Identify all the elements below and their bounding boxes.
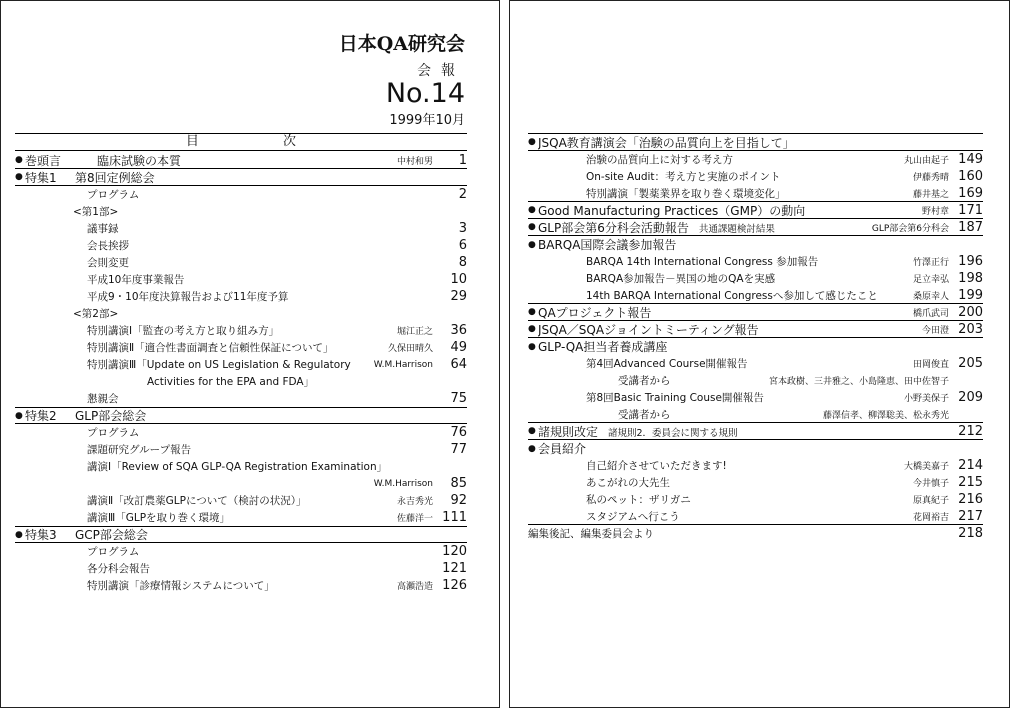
toc-entry[interactable] [15,288,467,305]
toc-section-jsqa-sqa[interactable] [528,321,983,338]
toc-section-jsqa-education[interactable] [528,134,983,151]
toc-section-qa-project[interactable] [528,304,983,321]
toc-entry[interactable] [15,458,467,475]
entry-author: GLP部会第6分科会 [871,223,949,234]
section-title [538,423,949,440]
entry-page: 171 [958,202,983,218]
entry-author: 今田澄 [921,325,949,336]
entry-author: 伊藤秀晴 [912,173,949,183]
entry-title: 自己紹介させていただきます! [586,460,727,472]
entry-title: 臨床試験の本質 [97,153,182,168]
entry-title: 議事録 [87,223,119,235]
toc-entry[interactable] [528,168,983,185]
entry-page: 205 [958,356,983,371]
section-label: 巻頭言 [25,153,62,168]
entry-title: 特別講演Ⅲ「Update on US Legislation & Regulatory [87,359,351,371]
toc-entry[interactable] [528,253,983,270]
section-note: 共通課題検討結果 [698,223,775,235]
entry-author: 今井慎子 [912,479,949,489]
entry-page: 187 [958,219,983,235]
section-title: 第8回定例総会 [75,170,155,185]
entry-page: 215 [958,475,983,490]
bullet-icon: ● [528,307,536,317]
toc-entry[interactable] [528,270,983,287]
entry-page: 2 [458,187,467,202]
toc-entry[interactable] [15,339,467,356]
entry-author: 永吉秀光 [396,497,433,507]
toc-entry[interactable] [528,491,983,508]
bullet-icon: ● [528,222,536,232]
entry-title: 編集後記、編集委員会より [528,528,654,540]
entry-author: 藤澤信孝、柳澤聡美、松永秀光 [822,410,949,421]
toc-section-rules[interactable] [528,423,983,440]
part-heading [15,305,467,322]
toc-entry[interactable] [15,492,467,509]
bullet-icon: ● [528,426,536,436]
section-title: GLP-QA担当者養成講座 [538,340,668,354]
entry-page: 85 [450,476,467,491]
bullet-icon: ● [15,172,23,182]
entry-title: 第8回Basic Training Couse開催報告 [586,392,764,404]
entry-page: 92 [450,493,467,508]
toc-entry[interactable] [528,508,983,525]
section-title: GCP部会総会 [75,528,148,542]
entry-title: 懇親会 [87,393,119,405]
entry-page: 75 [450,391,467,406]
bulletin-label: 会報 [417,63,465,79]
toc-entry[interactable] [15,543,467,560]
entry-title: スタジアムへ行こう [586,510,680,523]
toc-entry[interactable] [528,457,983,474]
entry-title: プログラム [87,189,140,201]
toc-entry[interactable] [15,577,467,594]
toc-section-feature3[interactable] [15,526,467,543]
entry-page: 203 [958,321,983,337]
entry-page: 149 [958,152,983,167]
toc-entry[interactable] [528,406,983,423]
toc-entry[interactable] [15,237,467,254]
entry-page: 196 [958,254,983,269]
toc-entry-continuation [15,475,467,492]
entry-page: 29 [450,289,467,304]
entry-title: 講演Ⅱ「改訂農薬GLPについて（検討の状況）」 [87,495,307,507]
toc-entry[interactable] [528,185,983,202]
entry-author: 大橋美嘉子 [903,462,949,472]
issue-number: No.14 [385,78,465,109]
toc-entry[interactable] [15,560,467,577]
entry-page: 214 [958,458,983,473]
masthead [339,29,465,128]
entry-title: 特別講演Ⅱ「適合性書面調査と信頼性保証について」 [87,342,334,354]
entry-page: 49 [450,340,467,355]
toc-entry[interactable] [528,474,983,491]
section-label: 特集3 [25,528,57,542]
entry-page: 199 [958,287,983,303]
entry-page: 217 [958,508,983,524]
toc-entry[interactable] [15,271,467,288]
toc-entry-postscript[interactable] [528,525,983,542]
entry-title: 講演Ⅰ「Review of SQA GLP-QA Registration Examination」 [87,461,388,473]
entry-title: プログラム [87,546,140,558]
entry-author: 小野美保子 [903,394,949,404]
entry-page: 216 [958,492,983,507]
entry-page: 126 [442,578,467,593]
entry-page: 200 [958,304,983,320]
bullet-icon: ● [528,341,536,352]
toc-entry[interactable] [15,186,467,203]
toc-section-barqa[interactable] [528,236,983,253]
entry-page: 64 [450,357,467,372]
toc-title: 目 次 [15,133,467,151]
toc-entry[interactable] [15,441,467,458]
right-page [509,0,1010,708]
entry-title-continued: Activities for the EPA and FDA」 [147,376,315,388]
toc-section-members[interactable] [528,440,983,457]
entry-author: 足立幸弘 [912,275,949,285]
issue-date: 1999年10月 [389,113,465,128]
entry-page: 8 [458,255,467,270]
section-title: BARQA国際会議参加報告 [538,238,677,252]
toc-section-gmp[interactable] [528,202,983,219]
toc-entry[interactable] [528,372,983,389]
section-title [538,219,866,236]
bullet-icon: ● [15,529,23,540]
entry-author: 田岡俊直 [912,360,949,370]
toc-entry[interactable] [528,287,983,304]
entry-page: 198 [958,271,983,286]
toc-entry-preface[interactable] [15,152,467,169]
part-label: <第1部> [73,206,119,218]
bullet-icon: ● [528,205,536,215]
section-label: 特集1 [25,170,57,185]
section-title: 会員紹介 [538,442,587,456]
toc-section-glp6[interactable] [528,219,983,236]
left-page [0,0,500,708]
entry-page: 160 [958,169,983,184]
entry-author: 宮本政樹、三井雅之、小島隆恵、田中佐智子 [768,377,949,387]
section-title-text: GLP部会第6分科会活動報告 [538,220,689,235]
entry-page: 3 [458,221,467,236]
entry-title: BARQA参加報告－異国の地のQAを実感 [586,273,776,285]
section-title: JSQA／SQAジョイントミーティング報告 [538,322,759,337]
bullet-icon: ● [528,324,536,334]
entry-author: W.M.Harrison [373,359,433,370]
part-label: <第2部> [73,308,119,320]
entry-page: 120 [442,544,467,559]
toc-section-feature1[interactable] [15,169,467,186]
toc-left [15,133,467,594]
entry-author: 久保田晴久 [387,344,433,354]
entry-title: 各分科会報告 [87,563,150,575]
entry-page: 76 [450,425,467,440]
section-title: GLP部会総会 [75,409,147,423]
entry-title: 治験の品質向上に対する考え方 [586,154,733,166]
toc-entry[interactable] [528,389,983,406]
entry-title: 課題研究グループ報告 [87,444,192,456]
bullet-icon: ● [528,239,536,250]
entry-title: 14th BARQA International Congressへ参加して感じたこと [586,289,878,302]
entry-author: 野村章 [921,206,949,217]
toc-entry[interactable] [15,322,467,339]
toc-entry-continuation [15,373,467,390]
toc-entry[interactable] [15,509,467,526]
entry-title: BARQA 14th International Congress 参加報告 [586,256,819,268]
toc-entry[interactable] [15,220,467,237]
entry-page: 169 [958,185,983,201]
entry-title: 私のペット：ザリガニ [586,494,691,506]
entry-page: 209 [958,390,983,405]
entry-title: 受講者から [618,375,671,387]
entry-title: あこがれの大先生 [586,477,670,489]
entry-page: 111 [442,510,467,525]
toc-entry[interactable] [15,424,467,441]
bullet-icon: ● [528,137,536,147]
entry-title: 平成9・10年度決算報告および11年度予算 [87,291,289,303]
entry-page: 77 [450,442,467,457]
entry-page: 1 [458,152,467,168]
entry-author: 桑原幸人 [912,291,949,302]
section-title: QAプロジェクト報告 [538,305,652,320]
bullet-icon: ● [15,410,23,421]
entry-author: 竹澤正行 [912,258,949,268]
entry-author: 丸山由起子 [903,156,949,166]
entry-author: 藤井基之 [912,189,949,200]
entry-page: 36 [450,323,467,338]
entry-title: 特別講演「製薬業界を取り巻く環境変化」 [586,187,786,200]
part-heading [15,203,467,220]
toc-entry[interactable] [528,151,983,168]
entry-title: 会長挨拶 [87,240,129,252]
bullet-icon: ● [528,443,536,454]
entry-author: 花岡裕吉 [912,512,949,523]
entry-title: 平成10年度事業報告 [87,274,185,286]
entry-title: On-site Audit：考え方と実施のポイント [586,171,781,183]
entry-page: 121 [442,561,467,576]
section-title: Good Manufacturing Practices（GMP）の動向 [538,203,806,218]
entry-author: 佐藤洋一 [396,514,433,524]
entry-author: 橋爪武司 [912,308,949,319]
entry-title: 特別講演Ⅰ「監査の考え方と取り組み方」 [87,325,280,337]
entry-title: 第4回Advanced Course開催報告 [586,358,748,370]
toc-right [528,133,983,542]
entry-title: 受講者から [618,408,671,421]
entry-title: プログラム [87,427,140,439]
section-note: 諸規則2．委員会に関する規則 [608,427,738,439]
entry-author: 中村和男 [396,156,433,167]
entry-author: 原真紀子 [912,496,949,506]
section-title-text: 諸規則改定 [538,424,599,439]
section-label: 特集2 [25,409,57,423]
entry-author: W.M.Harrison [373,478,433,489]
entry-title: 特別講演「診療情報システムについて」 [87,580,275,592]
toc-entry[interactable] [528,355,983,372]
entry-page: 6 [458,238,467,253]
toc-entry[interactable] [15,390,467,407]
toc-section-glpqa-course[interactable] [528,338,983,355]
toc-section-feature2[interactable] [15,407,467,424]
entry-page: 212 [958,423,983,439]
bullet-icon: ● [15,155,23,165]
entry-author: 堀江正之 [396,327,433,337]
entry-page: 218 [958,526,983,541]
section-title: JSQA教育講演会「治験の品質向上を目指して」 [538,135,795,150]
entry-page: 10 [450,272,467,287]
toc-entry[interactable] [15,254,467,271]
org-name: 日本QA研究会 [338,33,465,55]
entry-title: 講演Ⅲ「GLPを取り巻く環境」 [87,512,231,524]
entry-author: 高瀬浩造 [396,582,433,592]
toc-entry[interactable] [15,356,467,373]
entry-title: 会則変更 [87,257,129,269]
